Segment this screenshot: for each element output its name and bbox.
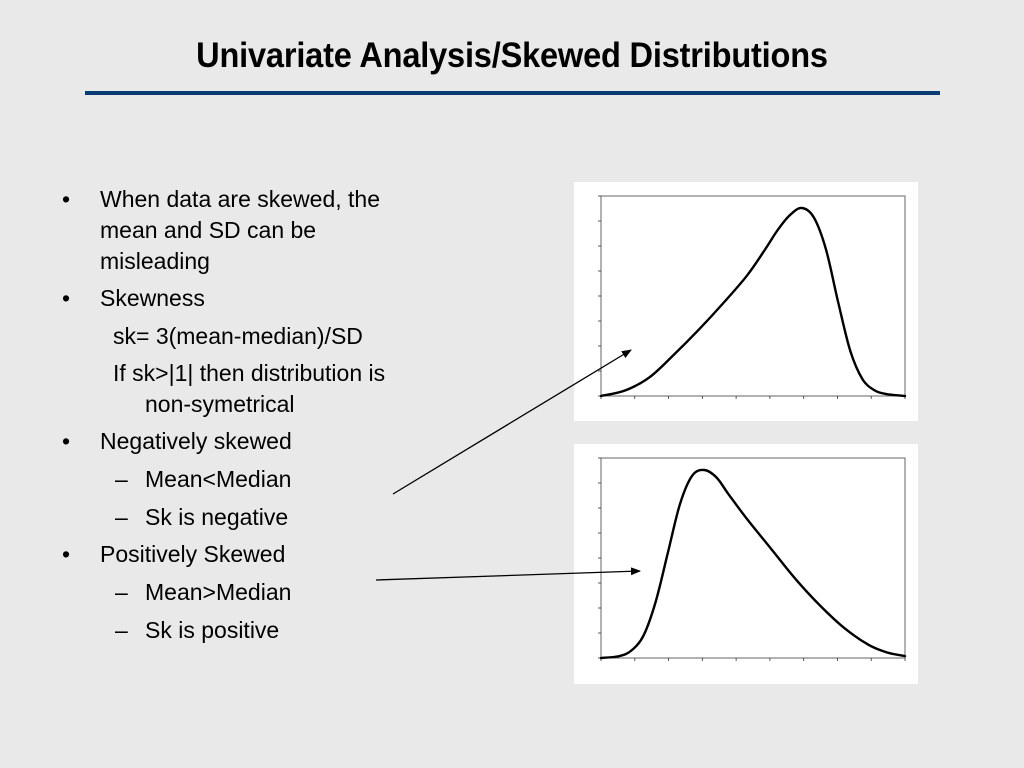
bullet-marker: •	[62, 186, 71, 212]
bullet-line: When data are skewed, the	[100, 186, 380, 212]
bullet-marker: •	[62, 428, 71, 454]
positive-skew-chart	[574, 444, 918, 684]
positive-skew-chart-panel	[574, 444, 918, 684]
bullet-line: mean and SD can be	[100, 217, 317, 243]
sub-bullet-line: Sk is negative	[145, 504, 289, 530]
formula-line: sk= 3(mean-median)/SD	[113, 323, 363, 349]
condition-line: non-symetrical	[145, 391, 295, 417]
bullet-line: Skewness	[100, 285, 205, 311]
negative-skew-chart-panel	[574, 182, 918, 421]
sub-bullet-line: Mean<Median	[145, 466, 292, 492]
sub-bullet-marker: –	[115, 466, 128, 492]
sub-bullet-line: Mean>Median	[145, 579, 292, 605]
sub-bullet-marker: –	[115, 617, 128, 643]
slide-title: Univariate Analysis/Skewed Distributions	[196, 36, 828, 75]
condition-line: If sk>|1| then distribution is	[113, 360, 386, 386]
bullet-line: Positively Skewed	[100, 541, 286, 567]
bullet-marker: •	[62, 541, 71, 567]
sub-bullet-line: Sk is positive	[145, 617, 280, 643]
sub-bullet-marker: –	[115, 579, 128, 605]
plot-frame	[601, 196, 905, 396]
bullet-marker: •	[62, 285, 71, 311]
sub-bullet-marker: –	[115, 504, 128, 530]
negative-skew-chart	[574, 182, 918, 421]
bullet-line: Negatively skewed	[100, 428, 292, 454]
bullet-line: misleading	[100, 248, 210, 274]
